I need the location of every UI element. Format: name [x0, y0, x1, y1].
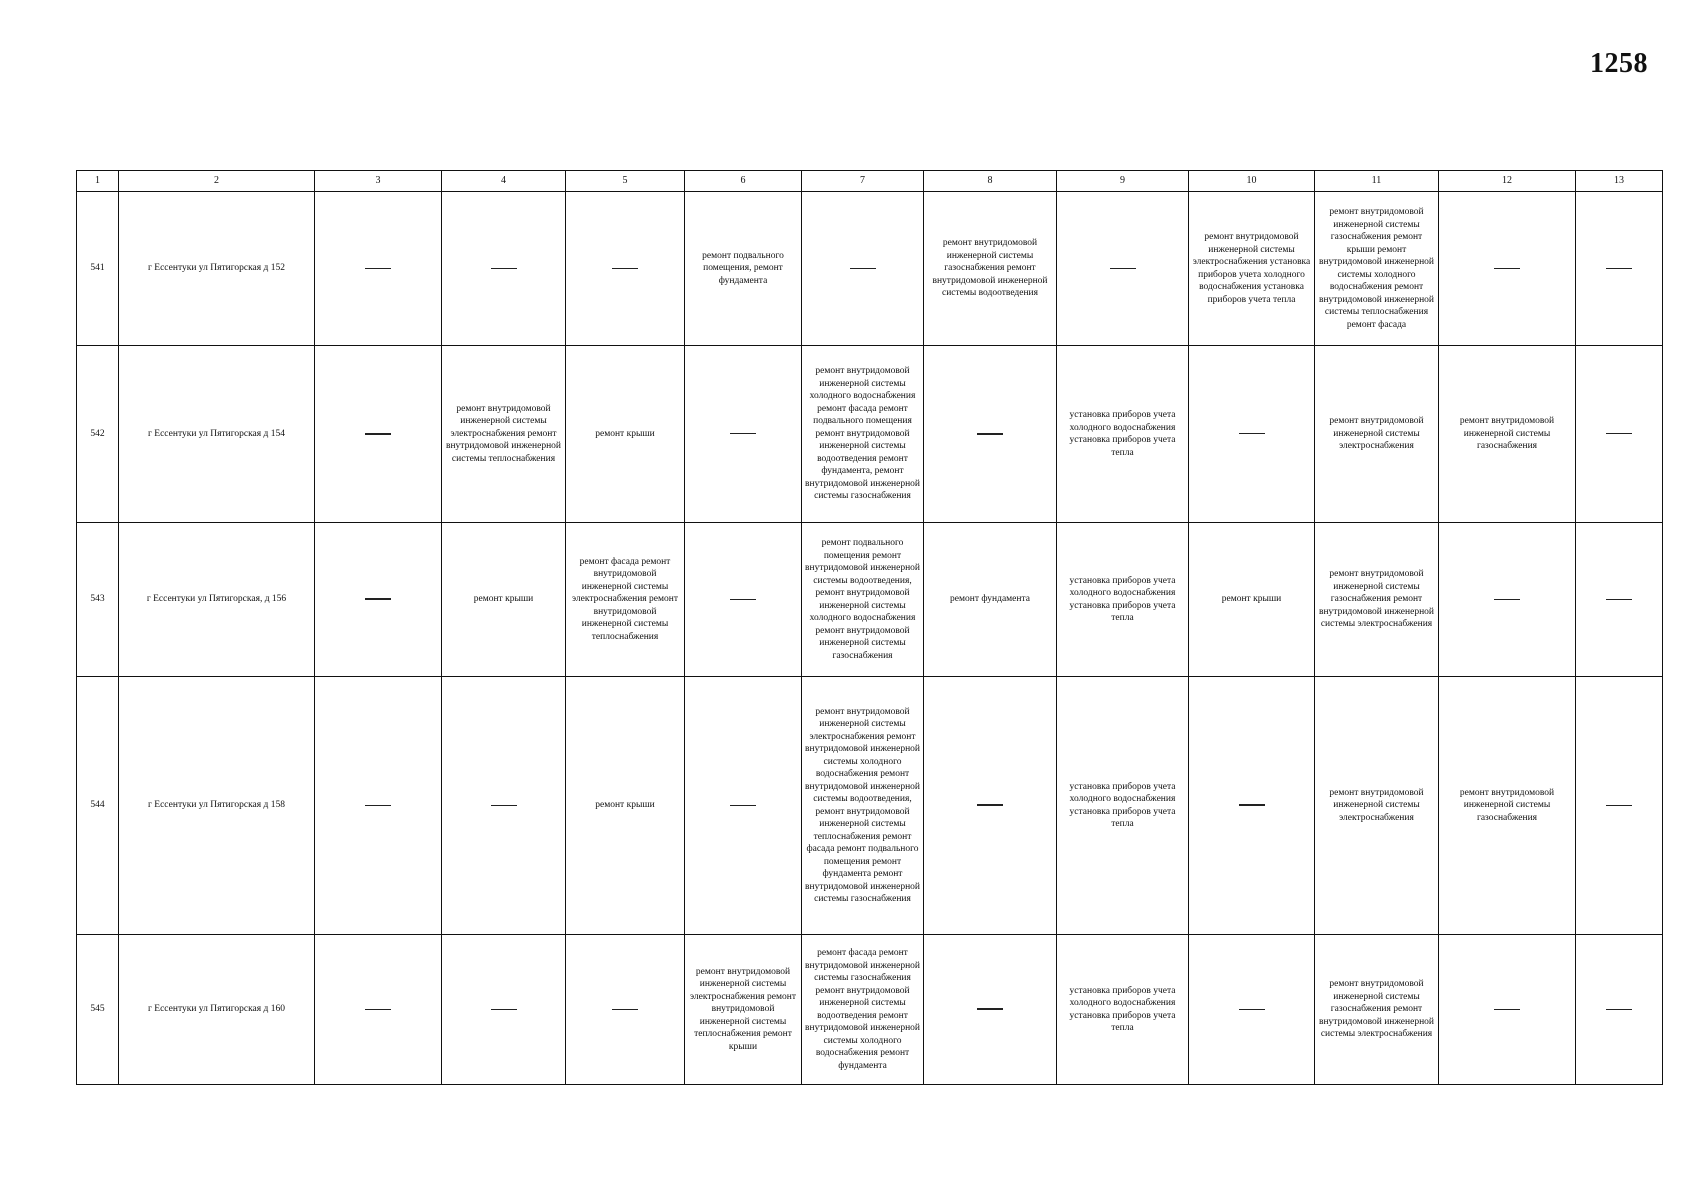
cell-col-10 [1189, 346, 1315, 523]
empty-dash [1606, 433, 1632, 434]
cell-col-5: ремонт фасада ремонт внутридомовой инженерной системы электроснабжения ремонт внутридомовой инженерной системы теплоснабжения [566, 523, 685, 677]
cell-col-3 [315, 935, 442, 1085]
table-row [77, 935, 1663, 1085]
empty-dash [365, 805, 391, 806]
cell-col-5: ремонт крыши [566, 677, 685, 935]
row-number: 541 [77, 192, 119, 346]
empty-dash [730, 805, 756, 806]
empty-dash [1606, 805, 1632, 806]
cell-col-3 [315, 677, 442, 935]
cell-col-13 [1576, 346, 1663, 523]
cell-col-10: ремонт крыши [1189, 523, 1315, 677]
column-header: 6 [685, 171, 802, 192]
row-address: г Ессентуки ул Пятигорская, д 156 [119, 523, 315, 677]
cell-col-6: ремонт внутридомовой инженерной системы электроснабжения ремонт внутридомовой инженерной системы теплоснабжения ремонт крыши [685, 935, 802, 1085]
table-row [77, 346, 1663, 523]
empty-dash [1494, 268, 1520, 269]
column-header: 10 [1189, 171, 1315, 192]
cell-col-11: ремонт внутридомовой инженерной системы электроснабжения [1315, 346, 1439, 523]
cell-col-12 [1439, 935, 1576, 1085]
empty-dash [1239, 804, 1265, 806]
cell-col-5: ремонт крыши [566, 346, 685, 523]
cell-col-9: установка приборов учета холодного водоснабжения установка приборов учета тепла [1057, 935, 1189, 1085]
cell-col-7: ремонт внутридомовой инженерной системы электроснабжения ремонт внутридомовой инженерной системы холодного водоснабжения ремонт внутридомовой инженерной системы водоотведения, ремонт внутридомовой инженерной системы теплоснабжения ремонт фасада ремонт подвального помещения ремонт фундамента ремонт внутридомовой инженерной системы газоснабжения [802, 677, 924, 935]
cell-col-6 [685, 677, 802, 935]
cell-col-3 [315, 523, 442, 677]
row-address: г Ессентуки ул Пятигорская д 154 [119, 346, 315, 523]
cell-col-12: ремонт внутридомовой инженерной системы газоснабжения [1439, 677, 1576, 935]
table-row [77, 523, 1663, 677]
cell-col-7: ремонт внутридомовой инженерной системы холодного водоснабжения ремонт фасада ремонт подвального помещения ремонт внутридомовой инженерной системы водоотведения ремонт фундамента, ремонт внутридомовой инженерной системы газоснабжения [802, 346, 924, 523]
cell-col-6 [685, 346, 802, 523]
cell-col-8 [924, 935, 1057, 1085]
column-header: 1 [77, 171, 119, 192]
empty-dash [977, 433, 1003, 435]
cell-col-7: ремонт фасада ремонт внутридомовой инженерной системы газоснабжения ремонт внутридомовой инженерной системы водоотведения ремонт внутридомовой инженерной системы холодного водоснабжения ремонт фундамента [802, 935, 924, 1085]
cell-col-4 [442, 192, 566, 346]
cell-col-12 [1439, 523, 1576, 677]
empty-dash [1606, 268, 1632, 269]
cell-col-10 [1189, 935, 1315, 1085]
row-address: г Ессентуки ул Пятигорская д 160 [119, 935, 315, 1085]
column-header: 12 [1439, 171, 1576, 192]
column-header: 4 [442, 171, 566, 192]
cell-col-12: ремонт внутридомовой инженерной системы газоснабжения [1439, 346, 1576, 523]
column-header: 5 [566, 171, 685, 192]
cell-col-7 [802, 192, 924, 346]
cell-col-4: ремонт внутридомовой инженерной системы электроснабжения ремонт внутридомовой инженерной системы теплоснабжения [442, 346, 566, 523]
row-number: 545 [77, 935, 119, 1085]
row-number: 543 [77, 523, 119, 677]
cell-col-11: ремонт внутридомовой инженерной системы электроснабжения [1315, 677, 1439, 935]
cell-col-11: ремонт внутридомовой инженерной системы газоснабжения ремонт крыши ремонт внутридомовой инженерной системы холодного водоснабжения ремонт внутридомовой инженерной системы теплоснабжения ремонт фасада [1315, 192, 1439, 346]
empty-dash [612, 1009, 638, 1010]
column-header: 3 [315, 171, 442, 192]
empty-dash [1110, 268, 1136, 269]
empty-dash [365, 268, 391, 269]
cell-col-8 [924, 346, 1057, 523]
cell-col-4: ремонт крыши [442, 523, 566, 677]
cell-col-6: ремонт подвального помещения, ремонт фундамента [685, 192, 802, 346]
cell-col-10 [1189, 677, 1315, 935]
empty-dash [1494, 599, 1520, 600]
empty-dash [1239, 1009, 1265, 1010]
cell-col-10: ремонт внутридомовой инженерной системы электроснабжения установка приборов учета холодного водоснабжения установка приборов учета тепла [1189, 192, 1315, 346]
cell-col-13 [1576, 935, 1663, 1085]
row-number: 544 [77, 677, 119, 935]
cell-col-8: ремонт внутридомовой инженерной системы газоснабжения ремонт внутридомовой инженерной системы водоотведения [924, 192, 1057, 346]
cell-col-7: ремонт подвального помещения ремонт внутридомовой инженерной системы водоотведения, ремонт внутридомовой инженерной системы холодного водоснабжения ремонт внутридомовой инженерной системы газоснабжения [802, 523, 924, 677]
column-header: 2 [119, 171, 315, 192]
table-row [77, 192, 1663, 346]
empty-dash [491, 805, 517, 806]
cell-col-8: ремонт фундамента [924, 523, 1057, 677]
row-number: 542 [77, 346, 119, 523]
cell-col-9 [1057, 192, 1189, 346]
column-header: 13 [1576, 171, 1663, 192]
cell-col-11: ремонт внутридомовой инженерной системы газоснабжения ремонт внутридомовой инженерной системы электроснабжения [1315, 523, 1439, 677]
cell-col-4 [442, 677, 566, 935]
cell-col-11: ремонт внутридомовой инженерной системы газоснабжения ремонт внутридомовой инженерной системы электроснабжения [1315, 935, 1439, 1085]
cell-col-13 [1576, 677, 1663, 935]
cell-col-3 [315, 346, 442, 523]
empty-dash [365, 433, 391, 435]
empty-dash [365, 1009, 391, 1010]
empty-dash [365, 598, 391, 600]
cell-col-5 [566, 935, 685, 1085]
empty-dash [491, 1009, 517, 1010]
empty-dash [730, 599, 756, 600]
empty-dash [1494, 1009, 1520, 1010]
empty-dash [850, 268, 876, 269]
empty-dash [1239, 433, 1265, 434]
cell-col-5 [566, 192, 685, 346]
cell-col-4 [442, 935, 566, 1085]
empty-dash [612, 268, 638, 269]
row-address: г Ессентуки ул Пятигорская д 158 [119, 677, 315, 935]
empty-dash [1606, 599, 1632, 600]
column-header: 8 [924, 171, 1057, 192]
empty-dash [491, 268, 517, 269]
cell-col-9: установка приборов учета холодного водоснабжения установка приборов учета тепла [1057, 677, 1189, 935]
repair-schedule-table [76, 170, 1663, 1085]
cell-col-13 [1576, 523, 1663, 677]
cell-col-13 [1576, 192, 1663, 346]
page-number: 1258 [1590, 48, 1648, 79]
empty-dash [730, 433, 756, 434]
cell-col-12 [1439, 192, 1576, 346]
empty-dash [977, 804, 1003, 806]
cell-col-9: установка приборов учета холодного водоснабжения установка приборов учета тепла [1057, 523, 1189, 677]
cell-col-8 [924, 677, 1057, 935]
cell-col-6 [685, 523, 802, 677]
row-address: г Ессентуки ул Пятигорская д 152 [119, 192, 315, 346]
table-row [77, 677, 1663, 935]
cell-col-3 [315, 192, 442, 346]
empty-dash [1606, 1009, 1632, 1010]
column-header: 9 [1057, 171, 1189, 192]
column-header: 7 [802, 171, 924, 192]
cell-col-9: установка приборов учета холодного водоснабжения установка приборов учета тепла [1057, 346, 1189, 523]
empty-dash [977, 1008, 1003, 1010]
column-number-row [77, 171, 1663, 192]
column-header: 11 [1315, 171, 1439, 192]
